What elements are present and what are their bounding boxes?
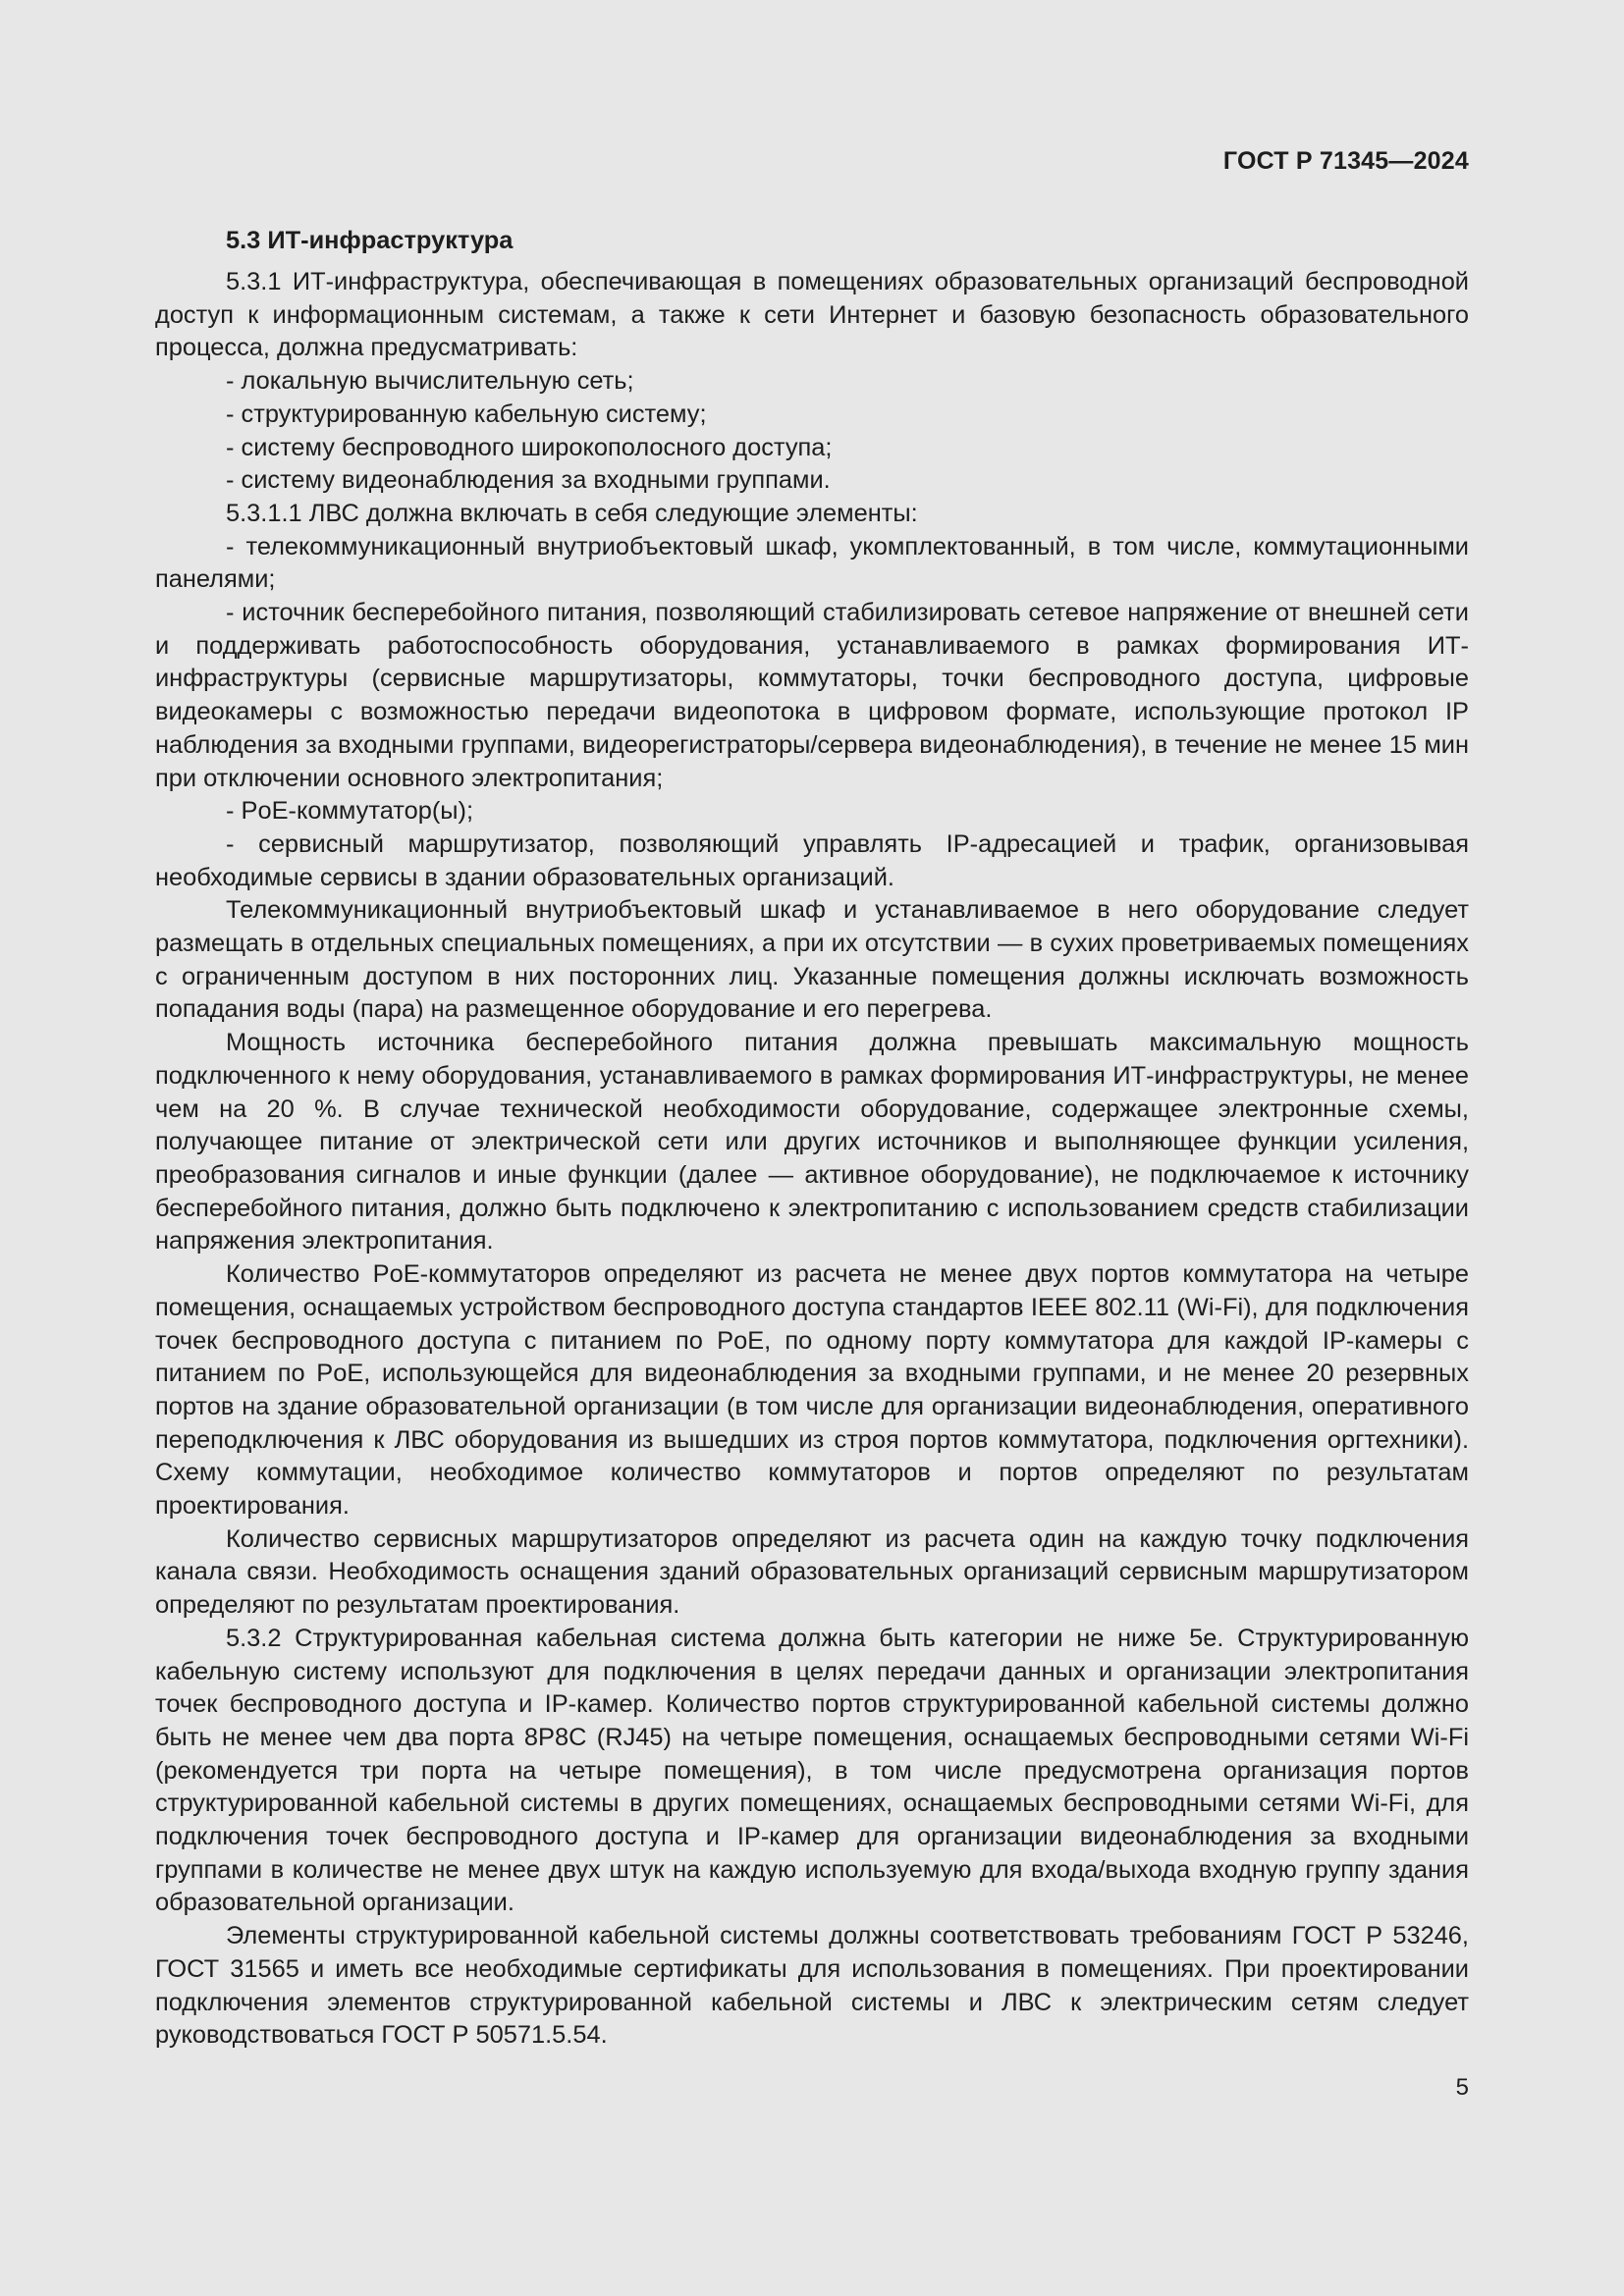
list-item-cabinet: - телекоммуникационный внутриобъектовый шкаф, укомплектованный, в том числе, коммутационными панелями; [155,532,1469,594]
paragraph-scs-elements: Элементы структурированной кабельной системы должны соответствовать требованиям ГОСТ Р 53246, ГОСТ 31565 и иметь все необходимые сертификаты для использования в помещениях. При проектировании подключения элементов структурированной кабельной системы и ЛВС к электрическим сетям следует руководствоваться ГОСТ Р 50571.5.54. [155,1922,1469,2050]
list-item-router: - сервисный маршрутизатор, позволяющий управлять IP-адресацией и трафик, организовывая необходимые сервисы в здании образовательных организаций. [155,829,1469,891]
list-item-cctv: - систему видеонаблюдения за входными группами. [226,466,831,495]
paragraph-5-3-1-1: 5.3.1.1 ЛВС должна включать в себя следующие элементы: [226,499,918,527]
document-code: ГОСТ Р 71345—2024 [1222,147,1469,175]
paragraph-5-3-1: 5.3.1 ИТ-инфраструктура, обеспечивающая в помещениях образовательных организаций беспроводной доступ к информационным системам, а также к сети Интернет и базовую безопасность образовательного процесса, должна предусматривать: [155,268,1469,362]
list-item-poe-switch: - PoE-коммутатор(ы); [226,797,474,826]
paragraph-poe-count: Количество PoE-коммутаторов определяют из расчета не менее двух портов коммутатора на четыре помещения, оснащаемых устройством беспроводного доступа стандартов IEEE 802.11 (Wi-Fi), для подключения точек беспроводного доступа с питанием по PoE, по одному порту коммутатора для каждой IP-камеры с питанием по PoE, использующейся для видеонаблюдения за входными группами, и не менее 20 резервных портов на здание образовательной организации (в том числе для организации видеонаблюдения, оперативного переподключения к ЛВС оборудования из вышедших из строя портов коммутатора, подключения оргтехники). Схему коммутации, необходимое количество коммутаторов и портов определяют по результатам проектирования. [155,1260,1469,1521]
list-item-ups: - источник бесперебойного питания, позволяющий стабилизировать сетевое напряжение от внешней сети и поддерживать работоспособность оборудования, устанавливаемого в рамках формирования ИТ-инфраструктуры (сервисные маршрутизаторы, коммутаторы, точки беспроводного доступа, цифровые видеокамеры с возможностью передачи видеопотока в цифровом формате, использующие протокол IP наблюдения за входными группами, видеорегистраторы/сервера видеонаблюдения), в течение не менее 15 мин при отключении основного электропитания; [155,599,1469,792]
paragraph-ups-power: Мощность источника бесперебойного питания должна превышать максимальную мощность подключенного к нему оборудования, устанавливаемого в рамках формирования ИТ-инфраструктуры, не менее чем на 20 %. В случае технической необходимости оборудование, содержащее электронные схемы, получающее питание от электрической сети или других источников и выполняющее функции усиления, преобразования сигналов и иные функции (далее — активное оборудование), не подключаемое к источнику бесперебойного питания, должно быть подключено к электропитанию с использованием средств стабилизации напряжения электропитания. [155,1029,1469,1255]
list-item-wireless: - систему беспроводного широкополосного доступа; [226,433,833,461]
list-item-lan: - локальную вычислительную сеть; [226,367,634,396]
section-title: 5.3 ИТ-инфраструктура [226,227,514,254]
paragraph-cabinet-placement: Телекоммуникационный внутриобъектовый шкаф и устанавливаемое в него оборудование следует размещать в отдельных специальных помещениях, а при их отсутствии — в сухих проветриваемых помещениях с ограниченным доступом в них посторонних лиц. Указанные помещения должны исключать возможность попадания воды (пара) на размещенное оборудование и его перегрева. [155,896,1469,1024]
paragraph-router-count: Количество сервисных маршрутизаторов определяют из расчета один на каждую точку подключения канала связи. Необходимость оснащения зданий образовательных организаций сервисным маршрутизатором определяют по результатам проектирования. [155,1524,1469,1620]
list-item-scs: - структурированную кабельную систему; [226,400,707,428]
paragraph-5-3-2: 5.3.2 Структурированная кабельная система должна быть категории не ниже 5е. Структурированную кабельную систему используют для подключения в целях передачи данных и организации электропитания точек беспроводного доступа и IP-камер. Количество портов структурированной кабельной системы должно быть не менее чем два порта 8P8C (RJ45) на четыре помещения, оснащаемых беспроводными сетями Wi-Fi (рекомендуется три порта на четыре помещения), в том числе предусмотрена организация портов структурированной кабельной системы в других помещениях, оснащаемых беспроводными сетями Wi-Fi, для подключения точек беспроводного доступа и IP-камер для организации видеонаблюдения за входными группами в количестве не менее двух штук на каждую используемую для входа/выхода входную группу здания образовательной организации. [155,1624,1469,1917]
page-number: 5 [1455,2074,1469,2101]
document-body [155,224,1469,2053]
